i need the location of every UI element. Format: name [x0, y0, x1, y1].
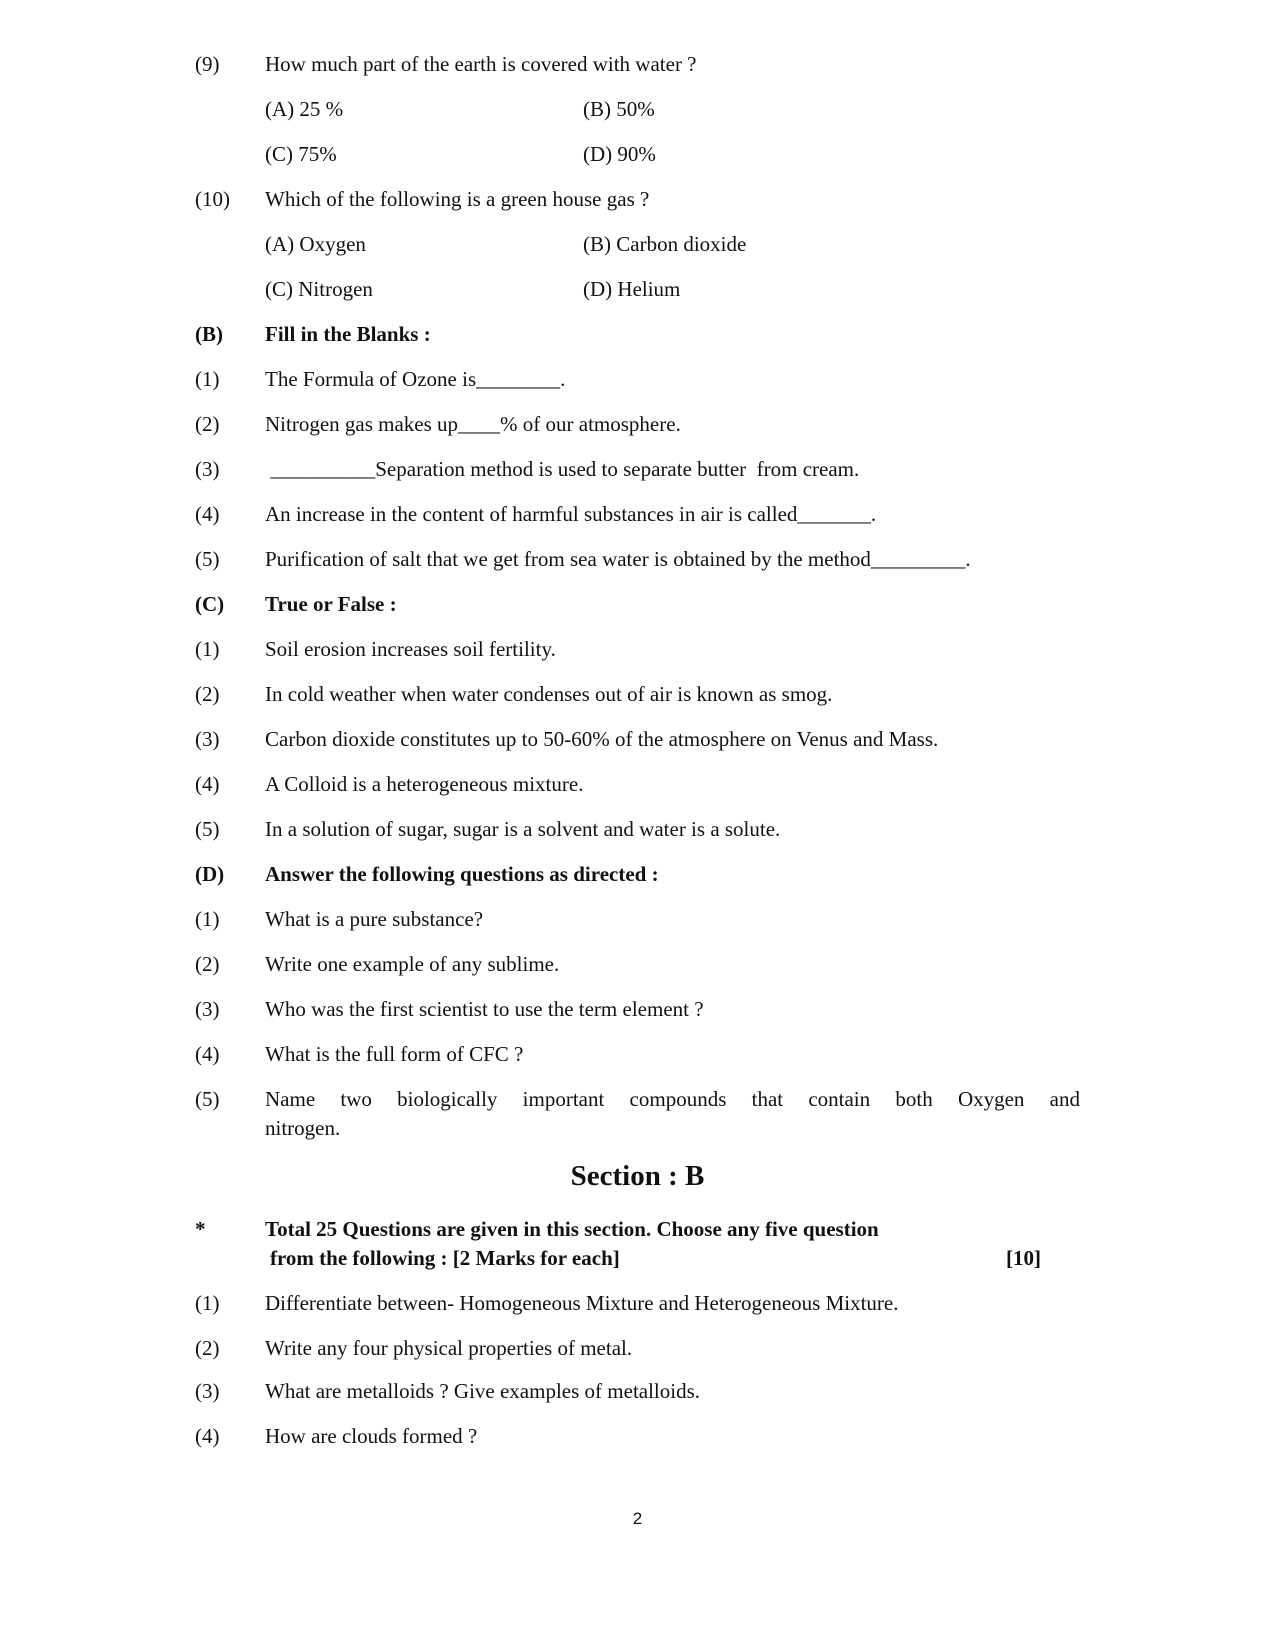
section-label: (D): [195, 862, 225, 886]
item-text: What are metalloids ? Give examples of metalloids.: [265, 1379, 701, 1403]
item-number: (2): [195, 1336, 220, 1360]
item-number: (3): [195, 1379, 220, 1403]
item-number: (5): [195, 547, 220, 571]
question-number: (9): [195, 52, 220, 76]
page-number: 2: [632, 1509, 643, 1528]
item-text: The Formula of Ozone is________.: [265, 367, 566, 391]
section-label: (C): [195, 592, 225, 616]
item-text: Differentiate between- Homogeneous Mixture and Heterogeneous Mixture.: [265, 1291, 899, 1315]
section-label: (B): [195, 322, 223, 346]
item-number: (5): [195, 1087, 220, 1111]
item-text: Name two biologically important compounds that contain both Oxygen and: [265, 1087, 1080, 1111]
item-text: What is a pure substance?: [265, 907, 484, 931]
bullet: *: [195, 1217, 206, 1241]
item-text: An increase in the content of harmful substances in air is called_______.: [265, 502, 877, 526]
item-text: Carbon dioxide constitutes up to 50-60% of the atmosphere on Venus and Mass.: [265, 727, 939, 751]
item-text: Write any four physical properties of metal.: [265, 1336, 633, 1360]
item-number: (3): [195, 457, 220, 481]
item-text: A Colloid is a heterogeneous mixture.: [265, 772, 584, 796]
item-number: (1): [195, 637, 220, 661]
item-number: (5): [195, 817, 220, 841]
item-number: (2): [195, 682, 220, 706]
item-number: (4): [195, 502, 220, 526]
section-title: True or False :: [265, 592, 397, 616]
question-text: Which of the following is a green house gas ?: [265, 187, 650, 211]
item-text: In cold weather when water condenses out of air is known as smog.: [265, 682, 833, 706]
section-title: Answer the following questions as directed :: [265, 862, 659, 886]
question-number: (10): [195, 187, 230, 211]
option-c: (C) Nitrogen: [265, 277, 373, 301]
item-text-continued: nitrogen.: [265, 1116, 341, 1140]
item-number: (2): [195, 412, 220, 436]
option-b: (B) 50%: [583, 97, 655, 121]
item-number: (4): [195, 772, 220, 796]
question-text: How much part of the earth is covered with water ?: [265, 52, 697, 76]
section-b-title: Section : B: [570, 1160, 705, 1192]
instruction-line-1: Total 25 Questions are given in this section. Choose any five question: [265, 1217, 879, 1241]
item-text: __________Separation method is used to separate butter from cream.: [265, 457, 860, 481]
item-text: What is the full form of CFC ?: [265, 1042, 524, 1066]
item-number: (4): [195, 1424, 220, 1448]
item-number: (3): [195, 997, 220, 1021]
item-text: Soil erosion increases soil fertility.: [265, 637, 556, 661]
option-c: (C) 75%: [265, 142, 337, 166]
item-number: (1): [195, 367, 220, 391]
option-d: (D) Helium: [583, 277, 681, 301]
section-title: Fill in the Blanks :: [265, 322, 431, 346]
instruction-line-2: from the following : [2 Marks for each]: [270, 1246, 620, 1270]
item-text: How are clouds formed ?: [265, 1424, 478, 1448]
item-number: (3): [195, 727, 220, 751]
item-number: (2): [195, 952, 220, 976]
item-number: (1): [195, 1291, 220, 1315]
item-text: In a solution of sugar, sugar is a solvent and water is a solute.: [265, 817, 781, 841]
item-number: (1): [195, 907, 220, 931]
option-a: (A) 25 %: [265, 97, 344, 121]
item-text: Write one example of any sublime.: [265, 952, 560, 976]
option-b: (B) Carbon dioxide: [583, 232, 747, 256]
marks-label: [10]: [1006, 1246, 1041, 1270]
item-text: Who was the first scientist to use the term element ?: [265, 997, 704, 1021]
option-a: (A) Oxygen: [265, 232, 366, 256]
option-d: (D) 90%: [583, 142, 656, 166]
item-number: (4): [195, 1042, 220, 1066]
item-text: Nitrogen gas makes up____% of our atmosphere.: [265, 412, 681, 436]
item-text: Purification of salt that we get from sea water is obtained by the method_________.: [265, 547, 971, 571]
